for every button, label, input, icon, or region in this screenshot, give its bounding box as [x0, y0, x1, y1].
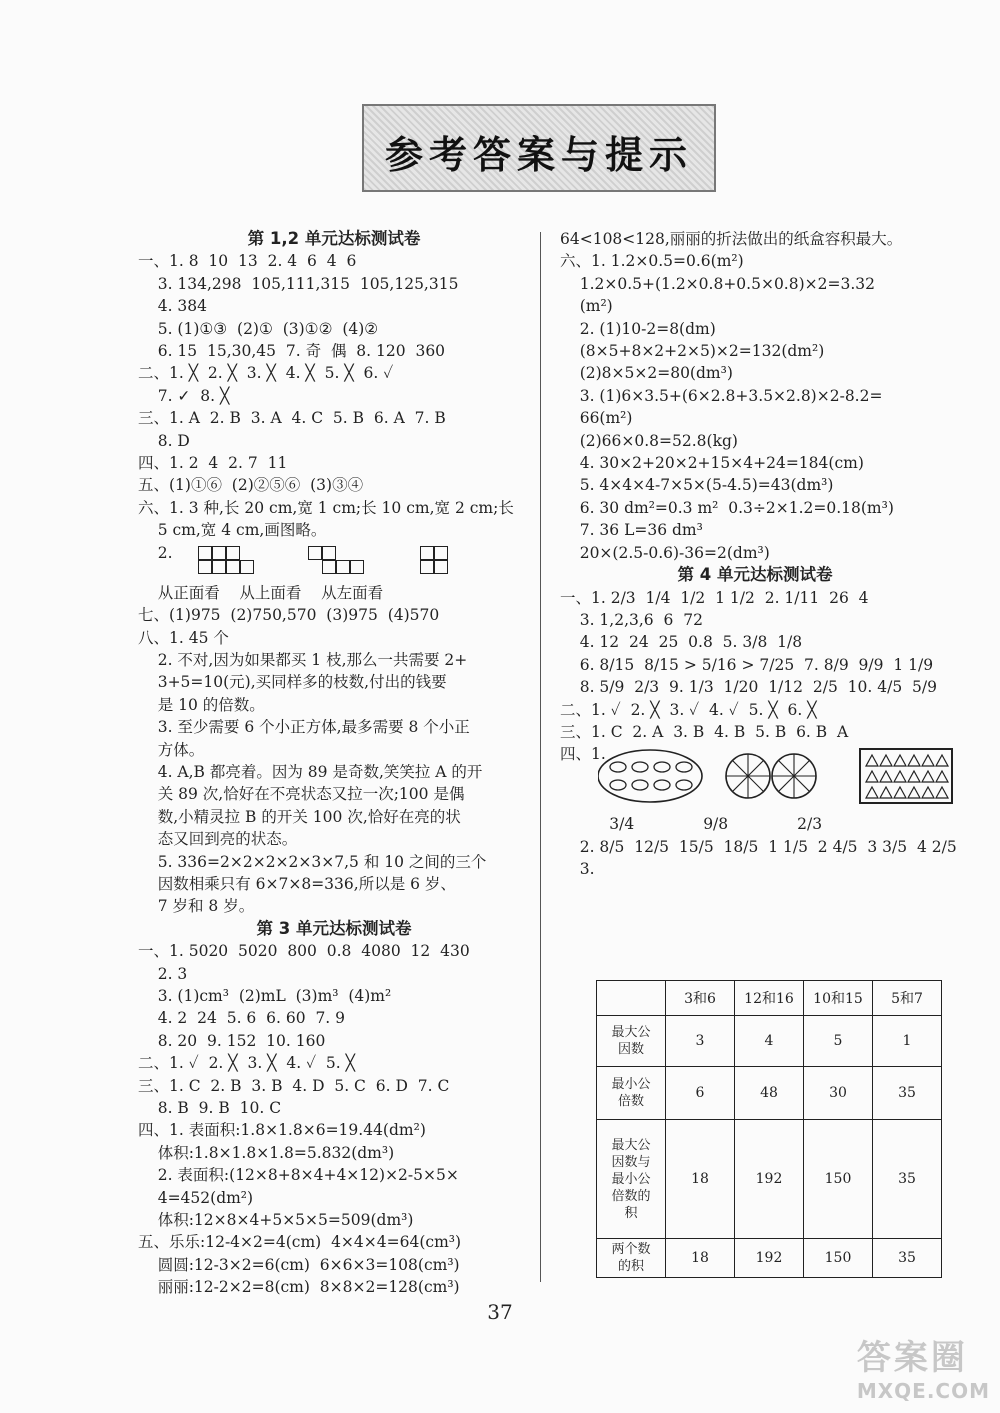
view-square — [322, 560, 336, 574]
pie-spoke — [794, 761, 810, 777]
answer-line: 7 岁和 8 岁。 — [138, 897, 255, 916]
table-cell: 3 — [666, 1016, 735, 1067]
table-cell: 4 — [735, 1016, 804, 1067]
small-oval — [654, 762, 670, 772]
answer-line: 二、1. ╳ 2. ╳ 3. ╳ 4. ╳ 5. ╳ 6. ✓ — [138, 364, 394, 383]
small-oval — [632, 762, 648, 772]
answer-line: 8. B 9. B 10. C — [138, 1099, 282, 1118]
small-triangle — [866, 755, 878, 766]
answer-line: 四、1. 表面积:1.8×1.8×6=19.44(dm²) — [138, 1121, 426, 1140]
table-row — [597, 1120, 942, 1239]
table-cell: 35 — [873, 1239, 942, 1278]
answer-line: 体积:12×8×4+5×5×5=509(dm³) — [138, 1211, 414, 1230]
view-square — [240, 560, 254, 574]
small-oval — [676, 762, 692, 772]
table-row-label: 两个数的积 — [597, 1239, 666, 1278]
pie-spoke — [778, 776, 794, 792]
answer-line: 5. (1)①③ (2)① (3)①② (4)② — [138, 319, 379, 338]
table-header-cell: 3和6 — [666, 981, 735, 1016]
view-square — [434, 546, 448, 560]
answer-line: 2. 8/5 12/5 15/5 18/5 1 1/5 2 4/5 3 3/5 4 2/5 — [560, 837, 957, 856]
table-cell: 5 — [804, 1016, 873, 1067]
answer-line: 3. 134,298 105,111,315 105,125,315 — [138, 274, 459, 293]
view-square — [212, 560, 226, 574]
table-header-row — [597, 981, 942, 1016]
answer-line: (8×5+8×2+2×5)×2=132(dm²) — [560, 342, 825, 361]
answer-line: 4. 2 24 5. 6 6. 60 7. 9 — [138, 1009, 346, 1028]
small-triangle — [866, 787, 878, 798]
table-cell: 30 — [804, 1067, 873, 1120]
fraction-drawings — [598, 743, 958, 809]
answer-line: 3. (1)6×3.5+(6×2.8+3.5×2.8)×2-8.2= — [560, 386, 883, 405]
oval-outline — [598, 750, 702, 802]
watermark — [857, 1330, 990, 1403]
answer-line: 3/4 9/8 2/3 — [560, 815, 823, 834]
table-row-label: 最大公因数与最小公倍数的积 — [597, 1120, 666, 1239]
table-row — [597, 1016, 942, 1067]
answer-line: 2. 不对,因为如果都买 1 枝,那么一共需要 2+ — [138, 650, 468, 669]
pie-spoke — [732, 761, 748, 777]
answer-line: 七、(1)975 (2)750,570 (3)975 (4)570 — [138, 606, 440, 625]
table-header-cell: 10和15 — [804, 981, 873, 1016]
answer-line: 8. 5/9 2/3 9. 1/3 1/20 1/12 2/5 10. 4/5 5/9 — [560, 678, 937, 697]
answer-line: 三、1. C 2. A 3. B 4. B 5. B 6. B A — [560, 722, 849, 741]
pie-spoke — [748, 776, 764, 792]
small-triangle — [936, 755, 948, 766]
small-triangle — [894, 755, 906, 766]
page-number: 37 — [487, 1300, 513, 1324]
view-square — [420, 560, 434, 574]
watermark-brand: 答案圈 — [856, 1338, 968, 1378]
gcd-lcm-table — [596, 980, 942, 1278]
answer-line: 1.2×0.5+(1.2×0.8+0.5×0.8)×2=3.32 — [560, 274, 875, 293]
table-row-label: 最小公倍数 — [597, 1067, 666, 1120]
answer-line: 6. 8/15 8/15 > 5/16 > 7/25 7. 8/9 9/9 1 1/9 — [560, 655, 934, 674]
answer-line: 4. 30×2+20×2+15×4+24=184(cm) — [560, 454, 864, 473]
small-triangle — [922, 787, 934, 798]
answer-line: 一、1. 5020 5020 800 0.8 4080 12 430 — [138, 942, 470, 961]
right-answer-column — [560, 228, 957, 881]
table-row-label: 最大公因数 — [597, 1016, 666, 1067]
small-triangle — [880, 787, 892, 798]
answer-line: 态又回到亮的状态。 — [138, 830, 298, 849]
answer-line: 2. 表面积:(12×8+8×4+4×12)×2-5×5× — [138, 1166, 459, 1185]
view-square — [350, 560, 364, 574]
small-triangle — [908, 771, 920, 782]
answer-line: 4. A,B 都亮着。因为 89 是奇数,笑笑拉 A 的开 — [138, 762, 483, 781]
answer-line: 8. 20 9. 152 10. 160 — [138, 1031, 326, 1050]
table-header-cell — [597, 981, 666, 1016]
small-oval — [632, 780, 648, 790]
answer-line: 7. 36 L=36 dm³ — [560, 521, 703, 540]
answer-line: 8. D — [138, 431, 190, 450]
section-heading: 第 3 单元达标测试卷 — [256, 918, 412, 938]
answer-line: 3. 至少需要 6 个小正方体,最多需要 8 个小正 — [138, 718, 470, 737]
table-cell: 192 — [735, 1239, 804, 1278]
view-square — [420, 546, 434, 560]
answer-line: 3+5=10(元),买同样多的枝数,付出的钱要 — [138, 673, 447, 692]
view-square — [434, 560, 448, 574]
small-triangle — [880, 755, 892, 766]
answer-line: 是 10 的倍数。 — [138, 695, 265, 714]
table-header-cell: 12和16 — [735, 981, 804, 1016]
answer-line: 关 89 次,恰好在不亮状态又拉一次;100 是偶 — [138, 785, 465, 804]
answer-line: 7. ✓ 8. ╳ — [138, 386, 230, 405]
answer-line: 三、1. A 2. B 3. A 4. C 5. B 6. A 7. B — [138, 409, 446, 428]
answer-line: 4. 384 — [138, 297, 208, 316]
answer-line: 5. 4×4×4-7×5×(5-4.5)=43(dm³) — [560, 476, 834, 495]
view-square — [226, 560, 240, 574]
answer-line: (m²) — [560, 297, 613, 316]
view-square — [322, 546, 336, 560]
answer-line: 四、1. 2 4 2. 7 11 — [138, 454, 288, 473]
answer-line: 方体。 — [138, 740, 205, 759]
answer-line: (2)8×5×2=80(dm³) — [560, 364, 733, 383]
answer-line: 20×(2.5-0.6)-36=2(dm³) — [560, 543, 770, 562]
view-square — [308, 546, 322, 560]
answer-line: 3. 1,2,3,6 6 72 — [560, 610, 703, 629]
view-square — [336, 560, 350, 574]
table-header-cell: 5和7 — [873, 981, 942, 1016]
answer-line: 一、1. 2/3 1/4 1/2 1 1/2 2. 1/11 26 4 — [560, 588, 869, 607]
answer-line: 3. — [560, 860, 595, 879]
pie-spoke — [732, 776, 748, 792]
small-oval — [610, 780, 626, 790]
small-triangle — [880, 771, 892, 782]
answer-line: 圆圆:12-3×2=6(cm) 6×6×3=108(cm³) — [138, 1255, 460, 1274]
answer-line: 五、乐乐:12-4×2=4(cm) 4×4×4=64(cm³) — [138, 1233, 462, 1252]
answer-line: 二、1. ✓ 2. ╳ 3. ╳ 4. ✓ 5. ╳ — [138, 1054, 355, 1073]
section-heading: 第 1,2 单元达标测试卷 — [247, 229, 421, 248]
small-oval — [676, 780, 692, 790]
answer-line: 数,小精灵拉 B 的开关 100 次,恰好在亮的状 — [138, 807, 461, 826]
section-heading: 第 4 单元达标测试卷 — [677, 565, 833, 585]
answer-line: 三、1. C 2. B 3. B 4. D 5. C 6. D 7. C — [138, 1076, 450, 1095]
answer-line: 4. 12 24 25 0.8 5. 3/8 1/8 — [560, 633, 803, 652]
pie-spoke — [748, 761, 764, 777]
answer-line: 体积:1.8×1.8×1.8=5.832(dm³) — [138, 1143, 395, 1162]
table-cell: 18 — [666, 1120, 735, 1239]
answer-line: 八、1. 45 个 — [138, 628, 229, 647]
page-title: 参考答案与提示 — [384, 133, 693, 177]
small-triangle — [936, 771, 948, 782]
answer-line: 2. (1)10-2=8(dm) — [560, 319, 716, 338]
answer-line: 因数相乘只有 6×7×8=336,所以是 6 岁、 — [138, 874, 456, 893]
small-triangle — [908, 787, 920, 798]
answer-line: 66(m²) — [560, 409, 633, 428]
small-triangle — [936, 787, 948, 798]
table-cell: 192 — [735, 1120, 804, 1239]
small-triangle — [866, 771, 878, 782]
table-row — [597, 1239, 942, 1278]
small-triangle — [922, 755, 934, 766]
answer-line: 6. 30 dm²=0.3 m² 0.3÷2×1.2=0.18(m³) — [560, 498, 894, 517]
answer-line: 6. 15 15,30,45 7. 奇 偶 8. 120 360 — [138, 342, 446, 361]
table-cell: 6 — [666, 1067, 735, 1120]
answer-line: 5 cm,宽 4 cm,画图略。 — [138, 521, 327, 540]
pie-spoke — [778, 761, 794, 777]
view-square — [198, 546, 212, 560]
view-square — [198, 560, 212, 574]
title-banner — [362, 104, 716, 192]
table-cell: 150 — [804, 1239, 873, 1278]
watermark-site: MXQE.COM — [856, 1379, 990, 1403]
table-cell: 150 — [804, 1120, 873, 1239]
answer-line: 4=452(dm²) — [138, 1188, 254, 1207]
three-view-figure: 2. — [138, 542, 530, 582]
small-oval — [610, 762, 626, 772]
small-triangle — [908, 755, 920, 766]
fraction-figures: 四、1. — [560, 743, 950, 813]
table-cell: 35 — [873, 1120, 942, 1239]
answer-line: 丽丽:12-2×2=8(cm) 8×8×2=128(cm³) — [138, 1278, 460, 1297]
small-triangle — [894, 787, 906, 798]
view-square — [226, 546, 240, 560]
small-oval — [654, 780, 670, 790]
answer-line: (2)66×0.8=52.8(kg) — [560, 431, 738, 450]
answer-line: 一、1. 8 10 13 2. 4 6 4 6 — [138, 252, 357, 271]
table-row — [597, 1067, 942, 1120]
small-triangle — [922, 771, 934, 782]
table-cell: 48 — [735, 1067, 804, 1120]
answer-line: 5. 336=2×2×2×2×3×7,5 和 10 之间的三个 — [138, 852, 487, 871]
answer-line: 2. 3 — [138, 964, 188, 983]
view-square — [212, 546, 226, 560]
small-triangle — [894, 771, 906, 782]
answer-line: 六、1. 3 种,长 20 cm,宽 1 cm;长 10 cm,宽 2 cm;长 — [138, 498, 514, 517]
table-cell: 18 — [666, 1239, 735, 1278]
answer-line: 五、(1)①⑥ (2)②⑤⑥ (3)③④ — [138, 476, 364, 495]
pie-spoke — [794, 776, 810, 792]
answer-line: 3. (1)cm³ (2)mL (3)m³ (4)m² — [138, 987, 392, 1005]
table-cell: 35 — [873, 1067, 942, 1120]
answer-line: 二、1. ✓ 2. ╳ 3. ✓ 4. ✓ 5. ╳ 6. ╳ — [560, 700, 817, 719]
left-answer-column — [138, 228, 530, 1299]
column-divider — [540, 232, 541, 1282]
answer-line: 从正面看 从上面看 从左面看 — [138, 583, 384, 602]
answer-line: 六、1. 1.2×0.5=0.6(m²) — [560, 252, 744, 271]
answer-line: 64<108<128,丽丽的折法做出的纸盒容积最大。 — [560, 230, 903, 248]
table-cell: 1 — [873, 1016, 942, 1067]
